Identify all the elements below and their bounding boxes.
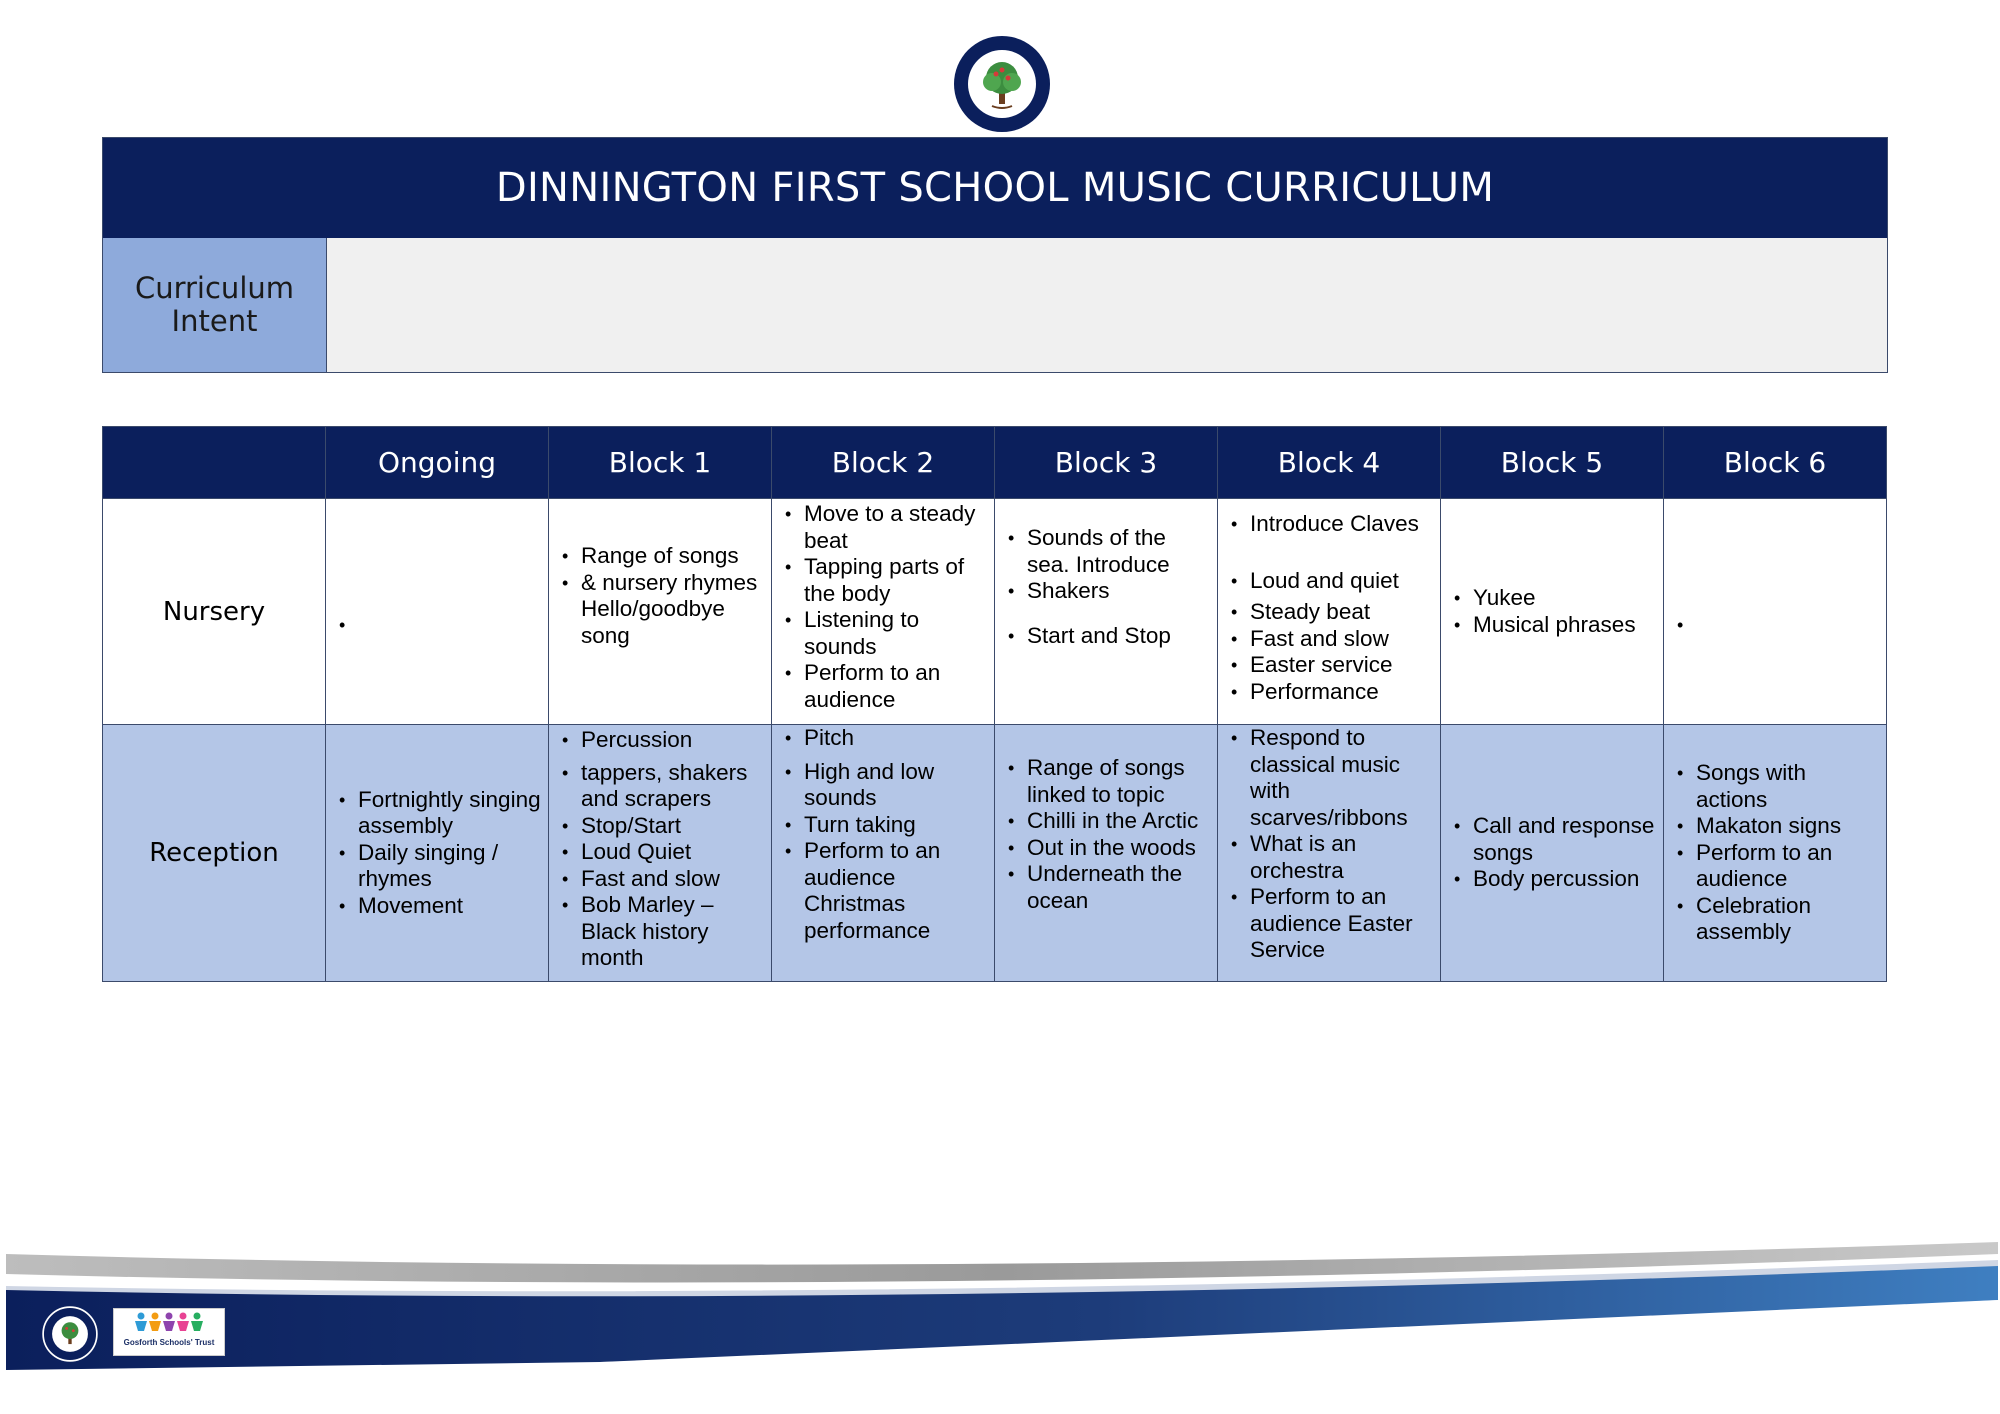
list-item: • tappers, shakers and scrapers <box>559 760 765 813</box>
list-item: • Introduce Claves <box>1228 511 1434 538</box>
list-item: • Perform to an audience Easter Service <box>1228 884 1434 964</box>
column-header-block-1: Block 1 <box>549 427 772 499</box>
list-item: • Respond to classical music with scarves/ribbons <box>1228 725 1434 831</box>
children-figures-icon <box>114 1309 224 1339</box>
list-item: • Sounds of the sea. Introduce <box>1005 525 1211 578</box>
column-header-block-3: Block 3 <box>995 427 1218 499</box>
curriculum-intent-row <box>103 238 1887 372</box>
list-item: • Perform to an audience <box>782 660 988 713</box>
item-list <box>995 525 1217 649</box>
column-header-block-4: Block 4 <box>1218 427 1441 499</box>
item-list <box>1218 511 1440 705</box>
curriculum-header <box>102 137 1888 373</box>
cell-reception-ongoing <box>326 725 549 982</box>
list-item: • Move to a steady beat <box>782 501 988 554</box>
cell-nursery-block-1 <box>549 499 772 725</box>
cell-nursery-block-2 <box>772 499 995 725</box>
item-list <box>995 755 1217 914</box>
table-row-reception <box>103 725 1887 982</box>
list-item: • Tapping parts of the body <box>782 554 988 607</box>
column-header-ongoing: Ongoing <box>326 427 549 499</box>
cell-reception-block-1 <box>549 725 772 982</box>
list-item: • Musical phrases <box>1451 612 1636 639</box>
list-item: • Fast and slow <box>1228 626 1434 653</box>
list-item: • Celebration assembly <box>1674 893 1880 946</box>
column-header-block-2: Block 2 <box>772 427 995 499</box>
list-item: • Yukee <box>1451 585 1636 612</box>
curriculum-intent-content <box>327 238 1887 372</box>
cell-reception-block-6 <box>1664 725 1887 982</box>
list-item: • Movement <box>336 893 542 920</box>
list-item: • Stop/Start <box>559 813 765 840</box>
list-item: • Out in the woods <box>1005 835 1211 862</box>
list-item: • Steady beat <box>1228 599 1434 626</box>
table-header-row <box>103 427 1887 499</box>
item-list <box>1664 760 1886 946</box>
school-crest-logo <box>952 34 1052 134</box>
list-item: • Loud Quiet <box>559 839 765 866</box>
list-item: • Range of songs <box>559 543 765 570</box>
list-item: • Turn taking <box>782 812 988 839</box>
row-label-nursery: Nursery <box>103 499 326 725</box>
column-header-blank <box>103 427 326 499</box>
list-item: • Start and Stop <box>1005 623 1211 650</box>
item-list <box>772 725 994 944</box>
trust-name: Gosforth Schools' Trust <box>123 1338 215 1347</box>
list-item: • High and low sounds <box>782 759 988 812</box>
cell-nursery-ongoing <box>326 499 549 725</box>
list-item: • Songs with actions <box>1674 760 1880 813</box>
list-item: • Fast and slow <box>559 866 765 893</box>
list-item: • Daily singing / rhymes <box>336 840 542 893</box>
list-item: • Easter service <box>1228 652 1434 679</box>
item-list <box>549 727 771 972</box>
list-item: • Listening to sounds <box>782 607 988 660</box>
list-item: • Body percussion <box>1451 866 1657 893</box>
list-item: • Pitch <box>782 725 988 752</box>
item-list <box>1218 725 1440 964</box>
curriculum-table <box>102 426 1887 982</box>
cell-reception-block-2 <box>772 725 995 982</box>
footer-school-crest-logo <box>42 1306 98 1362</box>
item-list <box>1441 585 1642 638</box>
page-title: DINNINGTON FIRST SCHOOL MUSIC CURRICULUM <box>103 138 1887 238</box>
cell-reception-block-5 <box>1441 725 1664 982</box>
list-item: • & nursery rhymes Hello/goodbye song <box>559 570 765 650</box>
cell-nursery-block-5 <box>1441 499 1664 725</box>
column-header-block-5: Block 5 <box>1441 427 1664 499</box>
list-item: • Fortnightly singing assembly <box>336 787 542 840</box>
item-list <box>549 543 771 649</box>
list-item: • What is an orchestra <box>1228 831 1434 884</box>
list-item: • Range of songs linked to topic <box>1005 755 1211 808</box>
list-item: • Percussion <box>559 727 765 754</box>
list-item: • Underneath the ocean <box>1005 861 1211 914</box>
list-item: • Call and response songs <box>1451 813 1657 866</box>
list-item: • Performance <box>1228 679 1434 706</box>
cell-reception-block-3 <box>995 725 1218 982</box>
cell-nursery-block-6 <box>1664 499 1887 725</box>
cell-nursery-block-3 <box>995 499 1218 725</box>
list-item: • Perform to an audience Christmas performance <box>782 838 988 944</box>
cell-reception-block-4 <box>1218 725 1441 982</box>
item-list <box>1441 813 1663 893</box>
list-item: • Shakers <box>1005 578 1211 605</box>
row-label-reception: Reception <box>103 725 326 982</box>
list-item: • Bob Marley – Black history month <box>559 892 765 972</box>
list-item: • Chilli in the Arctic <box>1005 808 1211 835</box>
item-list <box>772 501 994 713</box>
cell-nursery-block-4 <box>1218 499 1441 725</box>
list-item: • Perform to an audience <box>1674 840 1880 893</box>
curriculum-intent-label: Curriculum Intent <box>103 238 327 372</box>
footer-banner <box>0 1240 2000 1414</box>
trust-logo <box>113 1308 225 1356</box>
table-row-nursery <box>103 499 1887 725</box>
list-item: • Loud and quiet <box>1228 568 1434 595</box>
item-list <box>326 787 548 920</box>
column-header-block-6: Block 6 <box>1664 427 1887 499</box>
list-item: • Makaton signs <box>1674 813 1880 840</box>
